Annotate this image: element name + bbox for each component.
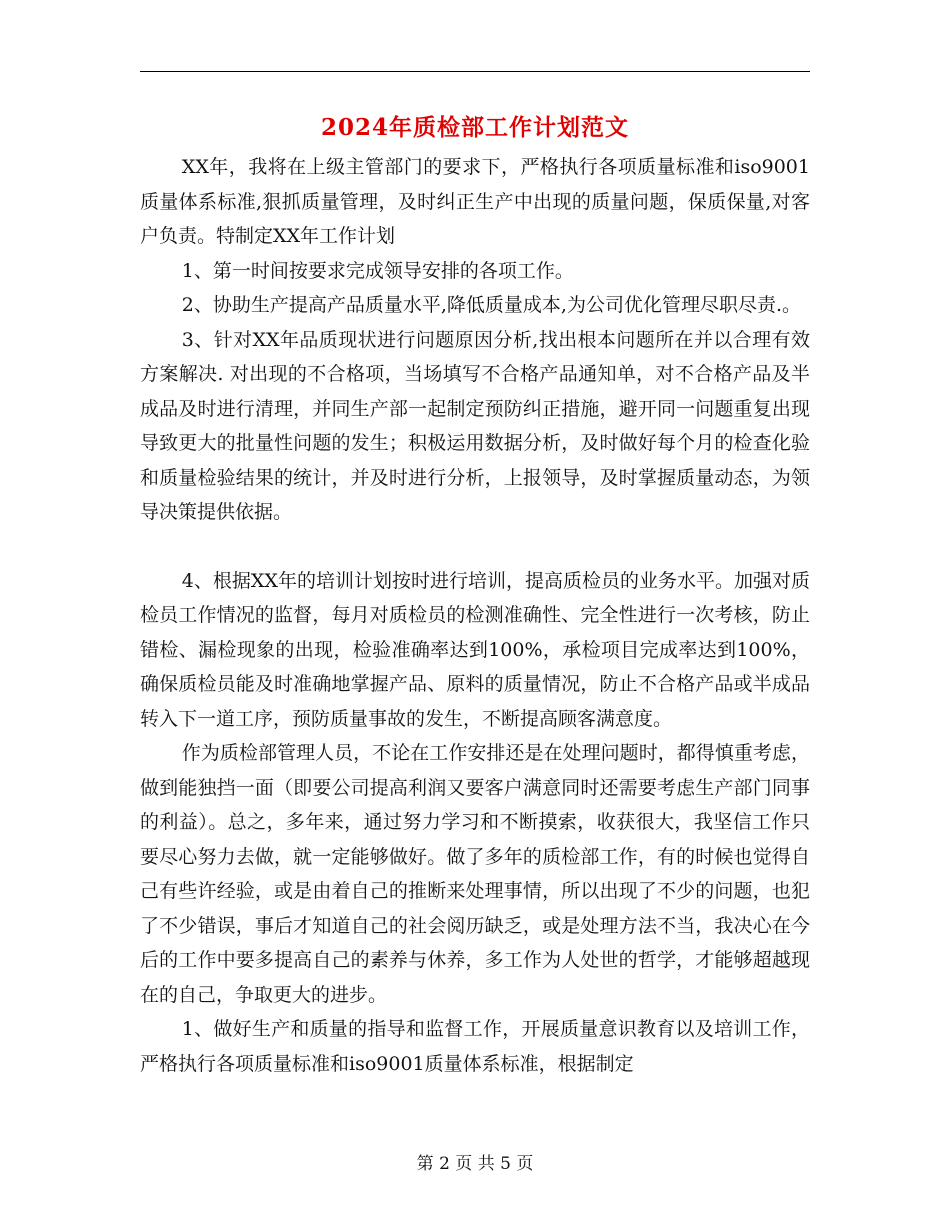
page-number: 第 2 页 共 5 页: [416, 1154, 534, 1174]
reflection-paragraph: 作为质检部管理人员，不论在工作安排还是在处理问题时，都得慎重考虑，做到能独挡一面（即要公司提高利润又要客户满意同时还需要考虑生产部门同事的利益）。总之，多年来，通过努力学习和不断摸索，收获很大，我坚信工作只要尽心努力去做，就一定能够做好。做了多年的质检部工作，有的时候也觉得自己有些许经验，或是由着自己的推断来处理事情，所以出现了不少的问题，也犯了不少错误，事后才知道自己的社会阅历缺乏，或是处理方法不当，我决心在今后的工作中要多提高自己的素养与休养，多工作为人处世的哲学，才能够超越现在的自己，争取更大的进步。: [140, 742, 810, 1006]
plan-item-2: 2、协助生产提高产品质量水平,降低质量成本,为公司优化管理尽职尽责.。: [181, 294, 802, 316]
document-title: 2024年质检部工作计划范文: [320, 114, 629, 141]
plan-item-4: 4、根据XX年的培训计划按时进行培训，提高质检员的业务水平。加强对质检员工作情况的监督，每月对质检员的检测准确性、完全性进行一次考核，防止错检、漏检现象的出现，检验准确率达到100%，承检项目完成率达到100%，确保质检员能及时准确地掌握产品、原料的质量情况，防止不合格产品或半成品转入下一道工序，预防质量事故的发生，不断提高顾客满意度。: [140, 569, 810, 730]
duty-item-1: 1、做好生产和质量的指导和监督工作，开展质量意识教育以及培训工作，严格执行各项质量标准和iso9001质量体系标准，根据制定: [140, 1018, 810, 1075]
plan-item-1: 1、第一时间按要求完成领导安排的各项工作。: [181, 259, 574, 282]
plan-item-3: 3、针对XX年品质现状进行问题原因分析,找出根本问题所在并以合理有效方案解决. 对出现的不合格项，当场填写不合格产品通知单，对不合格产品及半成品及时进行清理，并同生产部一起制定预防纠正措施，避开同一问题重复出现导致更大的批量性问题的发生；积极运用数据分析，及时做好每个月的检查化验和质量检验结果的统计，并及时进行分析，上报领导，及时掌握质量动态，为领导决策提供依据。: [140, 328, 810, 523]
document-body: [140, 150, 810, 1081]
intro-paragraph: XX年，我将在上级主管部门的要求下，严格执行各项质量标准和iso9001质量体系标准,狠抓质量管理，及时纠正生产中出现的质量问题，保质保量,对客户负责。特制定XX年工作计划: [140, 156, 810, 247]
paragraph-gap: [140, 530, 810, 564]
header-rule: [140, 71, 810, 72]
